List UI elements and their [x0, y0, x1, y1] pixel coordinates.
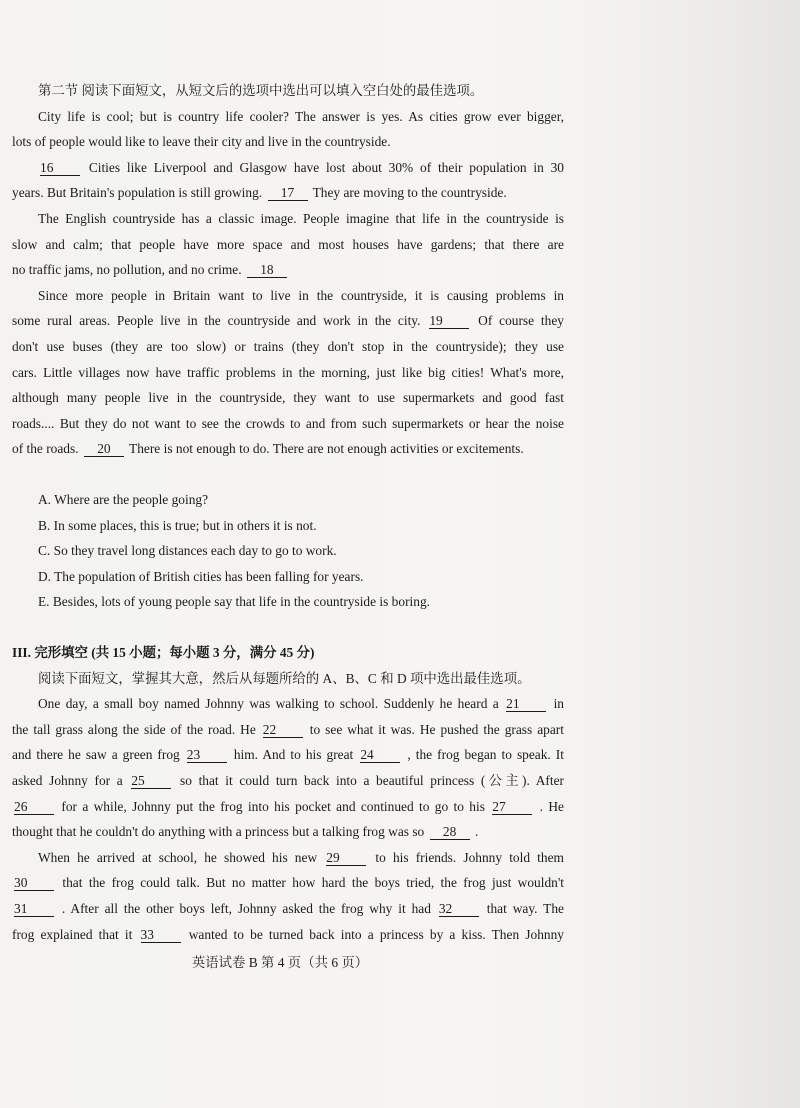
passage-text: They are moving to the countryside.: [312, 185, 507, 201]
passage-text: that the frog could talk. But no matter how hard the boys tried, the frog just wouldn't: [62, 875, 564, 891]
passage-text: , the frog began to speak. It: [407, 747, 564, 763]
blank-18: 18: [247, 262, 287, 278]
passage-text: that way. The: [486, 900, 564, 916]
passage-text: for a while, Johnny put the frog into his pocket and continued to go to his: [61, 798, 485, 814]
blank-20: 20: [84, 441, 124, 457]
blank-23: 23: [187, 747, 227, 763]
answer-options: [12, 487, 564, 615]
passage-text: some rural areas. People live in the countryside and work in the city.: [12, 313, 421, 329]
passage-line: [12, 742, 564, 768]
passage-text: so that it could turn back into a beautiful princess (公主). After: [180, 772, 564, 788]
passage-line: [12, 819, 564, 845]
passage-line: cars. Little villages now have traffic problems in the morning, just like big cities! What's more,: [12, 364, 564, 380]
blank-22: 22: [263, 722, 303, 738]
blank-30: 30: [14, 875, 54, 891]
passage-line: lots of people would like to leave their city and live in the countryside.: [12, 134, 391, 150]
passage-text: no traffic jams, no pollution, and no crime.: [12, 262, 242, 278]
blank-16: 16: [40, 160, 80, 176]
passage-line: City life is cool; but is country life cooler? The answer is yes. As cities grow ever bigger,: [38, 108, 564, 124]
passage-text: frog explained that it: [12, 926, 133, 942]
blank-27: 27: [492, 799, 532, 815]
blank-33: 33: [141, 927, 181, 943]
passage-line: [12, 717, 564, 743]
passage-text: the tall grass along the side of the road. He: [12, 721, 256, 737]
passage-text: in: [553, 696, 564, 712]
passage-line: [12, 257, 564, 283]
passage-text: wanted to be turned back into a princess by a kiss. Then Johnny: [188, 926, 564, 942]
blank-17: 17: [268, 185, 308, 201]
passage-line: don't use buses (they are too slow) or trains (they don't stop in the countryside); they use: [12, 338, 564, 354]
passage-text: thought that he couldn't do anything with a princess but a talking frog was so: [12, 824, 425, 840]
option-d: D. The population of British cities has been falling for years.: [38, 568, 364, 584]
passage-line: [12, 794, 564, 820]
passage-text: to his friends. Johnny told them: [375, 849, 564, 865]
passage-line: [12, 922, 564, 948]
page-footer: 英语试卷 B 第 4 页（共 6 页）: [191, 955, 369, 970]
option-b: B. In some places, this is true; but in others it is not.: [38, 517, 317, 533]
section-heading: III. 完形填空 (共 15 小题；每小题 3 分，满分 45 分): [12, 645, 315, 660]
passage-line: [12, 845, 564, 871]
blank-25: 25: [131, 773, 171, 789]
option-c: C. So they travel long distances each day to go to work.: [38, 543, 337, 559]
passage-line: [12, 870, 564, 896]
passage-text: to see what it was. He pushed the grass apart: [309, 721, 564, 737]
passage-text: When he arrived at school, he showed his new: [38, 849, 318, 865]
passage-text: asked Johnny for a: [12, 772, 123, 788]
passage-line: [12, 155, 564, 181]
passage-text: years. But Britain's population is still growing.: [12, 185, 263, 201]
passage-line: [12, 691, 564, 717]
blank-24: 24: [360, 747, 400, 763]
passage-text: One day, a small boy named Johnny was walking to school. Suddenly he heard a: [38, 696, 499, 712]
passage-text: .: [474, 824, 479, 840]
blank-28: 28: [430, 824, 470, 840]
passage-line: although many people live in the countryside, they want to use supermarkets and good fast: [12, 390, 564, 406]
blank-31: 31: [14, 901, 54, 917]
passage-text: Of course they: [478, 313, 564, 329]
blank-19: 19: [429, 313, 469, 329]
passage-line: [12, 896, 564, 922]
passage-text: . He: [539, 798, 564, 814]
cloze-section: [12, 640, 564, 947]
paper-bleed-shadow: [590, 0, 800, 1108]
blank-21: 21: [506, 696, 546, 712]
passage-line: [12, 768, 564, 794]
passage-text: him. And to his great: [233, 747, 354, 763]
passage-text: There is not enough to do. There are not enough activities or excitements.: [129, 441, 524, 457]
blank-26: 26: [14, 799, 54, 815]
passage-line: [12, 308, 564, 334]
passage-line: [12, 436, 564, 462]
section-title: 第二节 阅读下面短文，从短文后的选项中选出可以填入空白处的最佳选项。: [38, 83, 484, 98]
option-e: E. Besides, lots of young people say that life in the countryside is boring.: [38, 594, 430, 610]
blank-29: 29: [326, 850, 366, 866]
passage-text: Cities like Liverpool and Glasgow have lost about 30% of their population in 30: [88, 159, 564, 175]
passage-line: slow and calm; that people have more space and most houses have gardens; that there are: [12, 236, 564, 252]
passage-line: Since more people in Britain want to live in the countryside, it is causing problems in: [38, 287, 564, 303]
passage-line: The English countryside has a classic image. People imagine that life in the countryside is: [38, 210, 564, 226]
reading-section: [12, 78, 564, 462]
passage-text: of the roads.: [12, 441, 79, 457]
passage-line: [12, 180, 564, 206]
section-instruction: 阅读下面短文，掌握其大意，然后从每题所给的 A、B、C 和 D 项中选出最佳选项。: [38, 670, 531, 686]
passage-text: and there he saw a green frog: [12, 747, 180, 763]
passage-line: roads.... But they do not want to see the crowds to and from such supermarkets or hear the noise: [12, 415, 564, 431]
passage-text: . After all the other boys left, Johnny asked the frog why it had: [61, 900, 431, 916]
blank-32: 32: [439, 901, 479, 917]
option-a: A. Where are the people going?: [38, 492, 209, 507]
